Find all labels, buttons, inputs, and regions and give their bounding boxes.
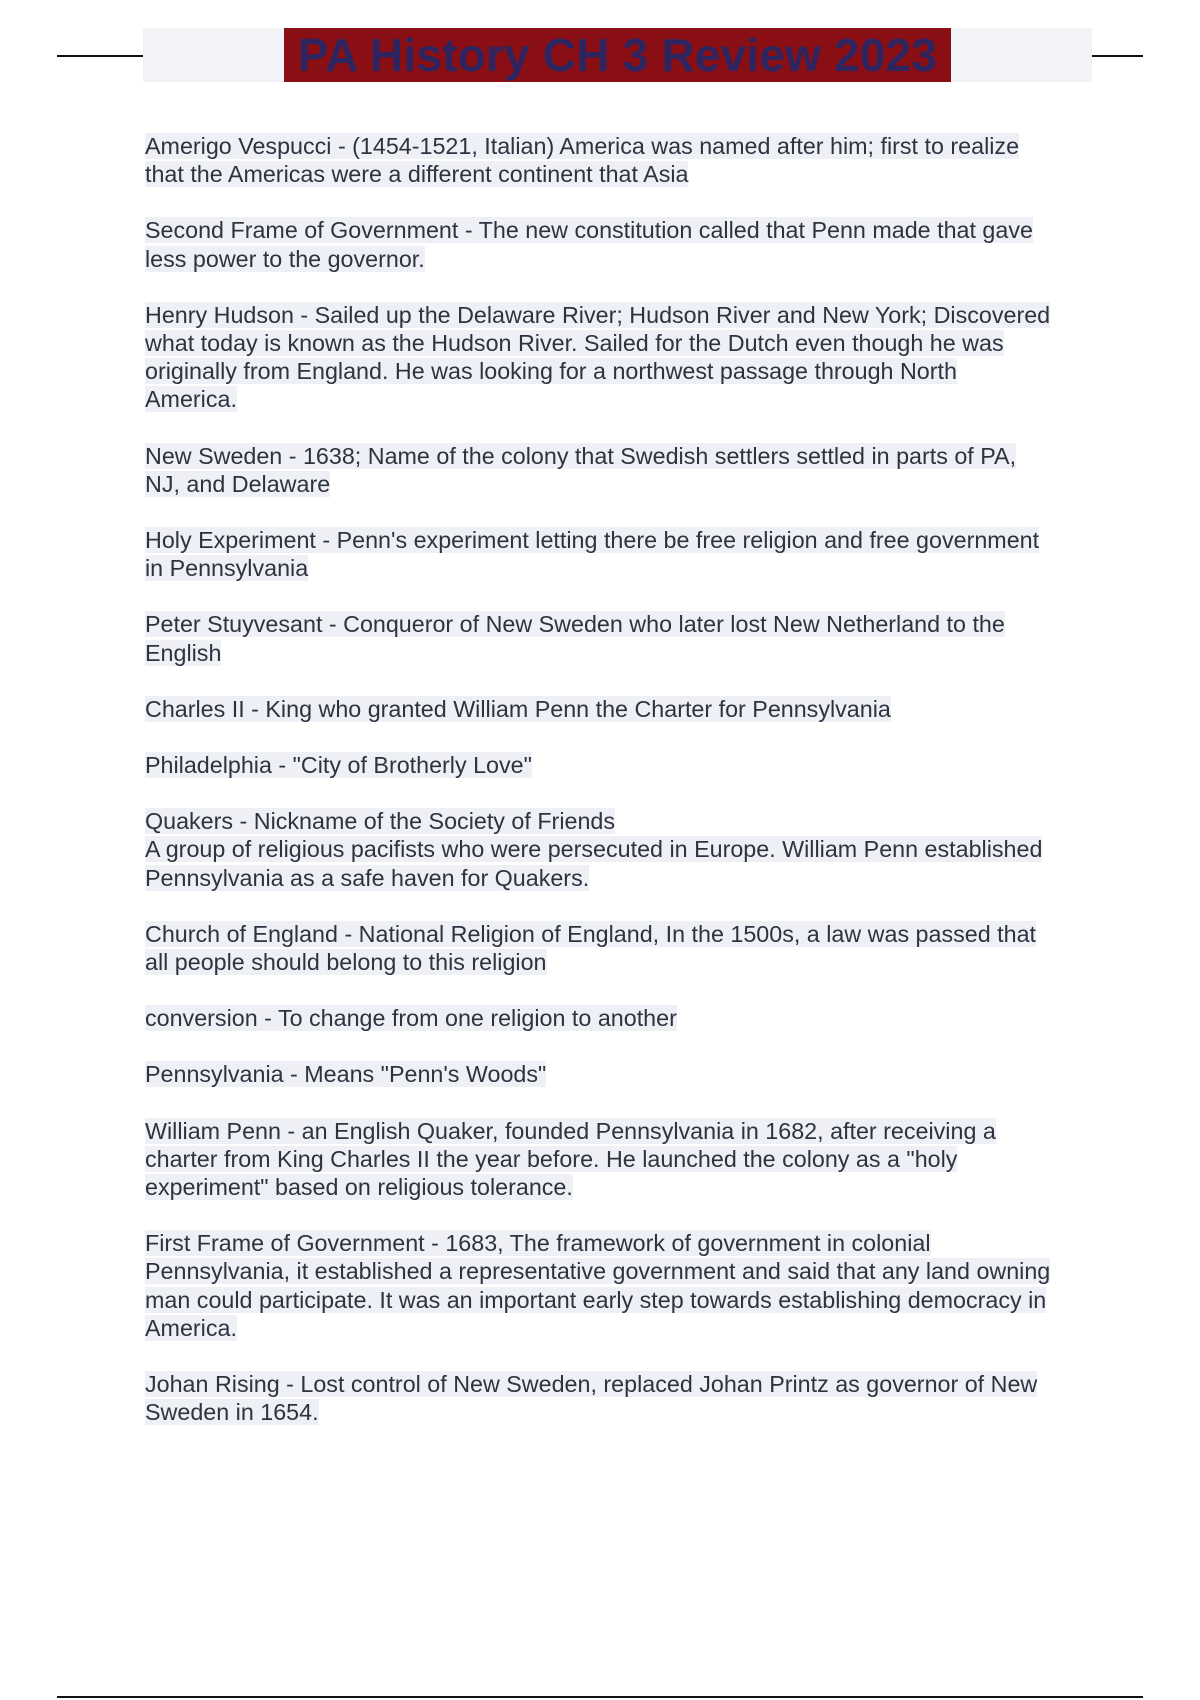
entry-line-text: conversion - To change from one religion to another <box>145 1005 677 1032</box>
entry-line-text: experiment" based on religious tolerance. <box>145 1174 573 1201</box>
review-entry <box>145 695 1095 723</box>
entry-line <box>145 835 1095 863</box>
review-entry <box>145 920 1095 976</box>
entry-line-text: all people should belong to this religion <box>145 949 547 976</box>
entry-line <box>145 470 1095 498</box>
review-entry <box>145 751 1095 779</box>
entry-line <box>145 1286 1095 1314</box>
entry-line <box>145 807 1095 835</box>
review-entry <box>145 216 1095 272</box>
entry-line-text: A group of religious pacifists who were persecuted in Europe. William Penn established <box>145 836 1043 863</box>
entry-line <box>145 1398 1095 1426</box>
review-entry <box>145 1004 1095 1032</box>
entry-line-text: English <box>145 639 222 666</box>
entry-line <box>145 1145 1095 1173</box>
entry-line-text: Philadelphia - "City of Brotherly Love" <box>145 752 532 779</box>
entry-line-text: America. <box>145 386 237 413</box>
entry-line <box>145 132 1095 160</box>
entry-line <box>145 554 1095 582</box>
entry-line-text: Pennsylvania, it established a representative government and said that any land owning <box>145 1258 1051 1285</box>
entry-line <box>145 1370 1095 1398</box>
entry-line <box>145 751 1095 779</box>
entry-line <box>145 385 1095 413</box>
entry-line-text: originally from England. He was looking for a northwest passage through North <box>145 358 957 385</box>
entry-line <box>145 920 1095 948</box>
entry-line-text: America. <box>145 1314 237 1341</box>
entry-line-text: Henry Hudson - Sailed up the Delaware River; Hudson River and New York; Discovered <box>145 301 1051 328</box>
entry-line-text: Johan Rising - Lost control of New Sweden, replaced Johan Printz as governor of New <box>145 1371 1038 1398</box>
entry-line-text: Sweden in 1654. <box>145 1399 319 1426</box>
header-rule-right <box>1092 55 1143 57</box>
entry-line-text: in Pennsylvania <box>145 555 309 582</box>
entry-line <box>145 526 1095 554</box>
entry-line-text: Pennsylvania - Means "Penn's Woods" <box>145 1061 547 1088</box>
entry-line-text: First Frame of Government - 1683, The framework of government in colonial <box>145 1230 931 1257</box>
entry-line-text: Amerigo Vespucci - (1454-1521, Italian) America was named after him; first to realize <box>145 133 1020 159</box>
review-entry <box>145 1370 1095 1426</box>
entry-line <box>145 442 1095 470</box>
entry-line-text: man could participate. It was an important early step towards establishing democracy in <box>145 1286 1047 1313</box>
review-entry <box>145 1229 1095 1342</box>
entry-line <box>145 245 1095 273</box>
entry-line <box>145 1314 1095 1342</box>
review-entry <box>145 1117 1095 1202</box>
entry-line <box>145 1117 1095 1145</box>
entry-line-text: less power to the governor. <box>145 245 425 272</box>
entry-line <box>145 948 1095 976</box>
entry-line <box>145 357 1095 385</box>
entry-line <box>145 1173 1095 1201</box>
entry-line <box>145 1257 1095 1285</box>
entry-line-text: Holy Experiment - Penn's experiment letting there be free religion and free government <box>145 527 1040 554</box>
review-entries <box>145 132 1095 1455</box>
review-entry <box>145 1060 1095 1088</box>
entry-line-text: charter from King Charles II the year before. He launched the colony as a "holy <box>145 1145 958 1172</box>
review-entry <box>145 442 1095 498</box>
page-title: PA History CH 3 Review 2023 <box>297 29 938 81</box>
footer-rule <box>57 1696 1143 1698</box>
review-entry <box>145 807 1095 892</box>
review-entry <box>145 301 1095 414</box>
entry-line-text: what today is known as the Hudson River. Sailed for the Dutch even though he was <box>145 330 1004 357</box>
entry-line-text: Quakers - Nickname of the Society of Friends <box>145 808 616 835</box>
entry-line-text: Church of England - National Religion of England, In the 1500s, a law was passed that <box>145 920 1037 947</box>
entry-line <box>145 864 1095 892</box>
entry-line <box>145 695 1095 723</box>
entry-line-text: William Penn - an English Quaker, founded Pennsylvania in 1682, after receiving a <box>145 1117 996 1144</box>
entry-line <box>145 1004 1095 1032</box>
entry-line <box>145 1060 1095 1088</box>
review-entry <box>145 610 1095 666</box>
entry-line <box>145 639 1095 667</box>
entry-line-text: Second Frame of Government - The new constitution called that Penn made that gave <box>145 217 1033 244</box>
title-banner <box>284 28 951 82</box>
entry-line-text: Pennsylvania as a safe haven for Quakers. <box>145 864 590 891</box>
entry-line <box>145 216 1095 244</box>
review-entry <box>145 132 1095 188</box>
entry-line-text: Peter Stuyvesant - Conqueror of New Sweden who later lost New Netherland to the <box>145 611 1005 638</box>
entry-line <box>145 301 1095 329</box>
entry-line-text: New Sweden - 1638; Name of the colony that Swedish settlers settled in parts of PA, <box>145 442 1017 469</box>
entry-line <box>145 160 1095 188</box>
entry-line <box>145 1229 1095 1257</box>
entry-line-text: that the Americas were a different continent that Asia <box>145 161 689 188</box>
header-rule-left <box>57 55 143 57</box>
entry-line-text: NJ, and Delaware <box>145 470 331 497</box>
review-entry <box>145 526 1095 582</box>
entry-line-text: Charles II - King who granted William Penn the Charter for Pennsylvania <box>145 695 891 722</box>
entry-line <box>145 329 1095 357</box>
entry-line <box>145 610 1095 638</box>
